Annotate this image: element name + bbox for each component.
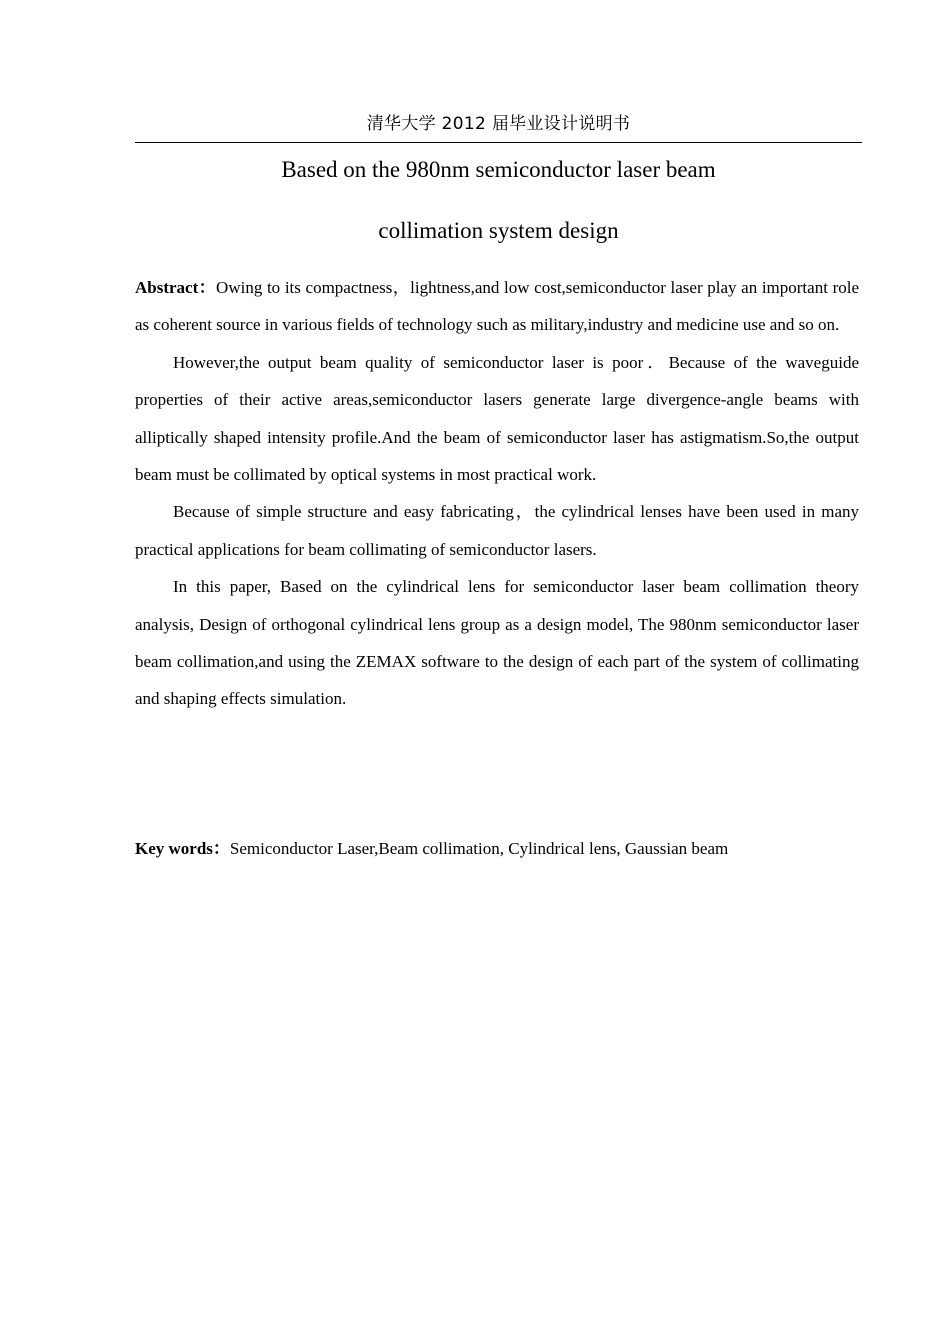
keywords-text: Semiconductor Laser,Beam collimation, Cylindrical lens, Gaussian beam xyxy=(229,839,729,858)
abstract-paragraph-1 xyxy=(135,269,859,344)
abstract-section xyxy=(135,269,859,718)
keywords-line xyxy=(135,830,859,867)
keywords-label: Key words： xyxy=(135,839,230,858)
abstract-paragraph-3: Because of simple structure and easy fabricating，the cylindrical lenses have been used in many practical applications for beam collimating of semiconductor lasers. xyxy=(135,502,859,559)
abstract-paragraph-2: However,the output beam quality of semiconductor laser is poor．Because of the waveguide properties of their active areas,semiconductor lasers generate large divergence-angle beams with alliptically shaped intensity profile.And the beam of semiconductor laser has astigmatism.So,the output beam must be collimated by optical systems in most practical work. xyxy=(135,352,859,485)
header-rule xyxy=(135,142,862,143)
abstract-paragraph-4: In this paper, Based on the cylindrical lens for semiconductor laser beam collimation theory analysis, Design of orthogonal cylindrical lens group as a design model, The 980nm semiconductor laser beam collimation,and using the ZEMAX software to the design of each part of the system of collimating and shaping effects simulation. xyxy=(135,577,859,709)
running-header: 清华大学 2012 届毕业设计说明书 xyxy=(366,114,631,134)
abstract-label: Abstract： xyxy=(135,278,217,297)
abstract-paragraph-1-text: Owing to its compactness，lightness,and low cost,semiconductor laser play an important role as coherent source in various fields of technology such as military,industry and medicine use and so on. xyxy=(135,278,859,335)
title-line-1: Based on the 980nm semiconductor laser beam xyxy=(281,157,716,182)
title-line-2: collimation system design xyxy=(378,218,619,243)
